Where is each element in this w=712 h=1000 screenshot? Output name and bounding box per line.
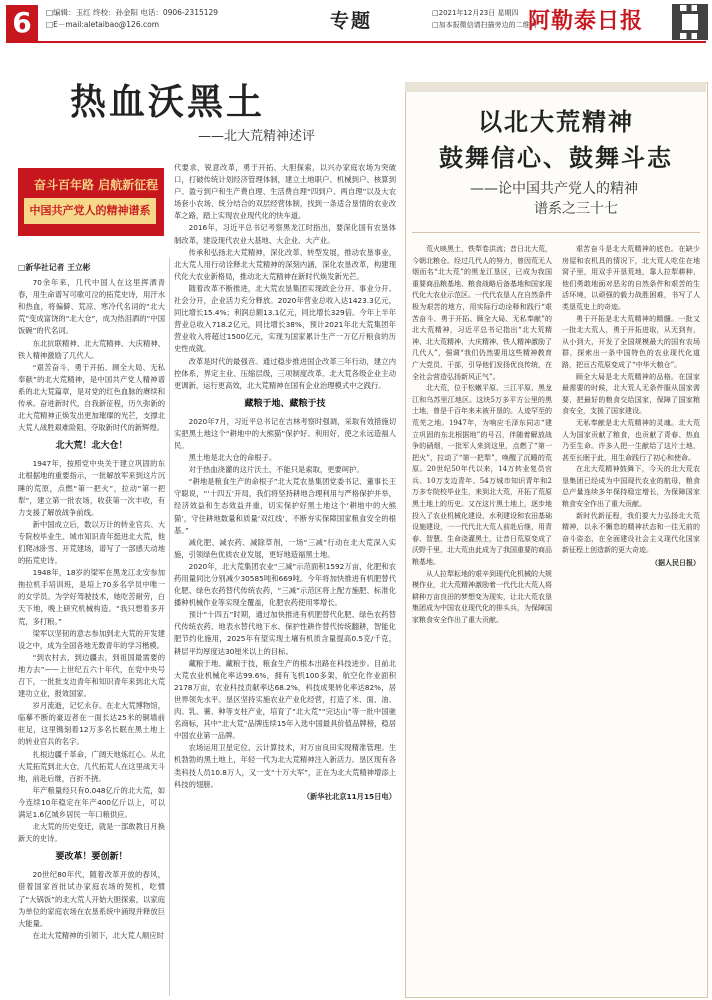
paragraph: 勇于开拓是北大荒精神的精髓。一批又一批北大荒人，勇于开拓进取，从无到有，从小到大，开发了全国规模最大的国有农场群，探索出一条中国特色的农业现代化道路，把亘古荒原变成了“中华大粮仓”。 xyxy=(562,314,700,369)
page-header xyxy=(0,0,712,46)
paragraph: 无私奉献是北大荒精神的灵魂。北大荒人为国家贡献了粮食，也贡献了青春、热血乃至生命。许多人把一生献给了这片土地，甚至长眠于此，用生命践行了初心和使命。 xyxy=(562,418,700,462)
paragraph: 20世纪80年代，随着改革开放的春风，借着国家首批试办家庭农场的契机，吃惯了“大锅饭”的北大荒人开始大胆探索，以家庭为单位的家庭农场在农垦系统中涌现并释放巨大能量。 xyxy=(18,870,165,928)
paragraph: 从人拉犁耘地的艰辛到现代化机械的大规模作业，北大荒精神激励着一代代北大荒人将耕种万亩良田的梦想变为现实，让北大荒农垦集团成为中国农业现代化的排头兵，为保障国家粮食安全作出了重大贡献。 xyxy=(412,569,552,624)
paragraph: 1947年，按照党中央关于建立巩固的东北根据地的重要指示，一批解放军来到这片沉睡的荒原，点燃“第一把火”，拉动“第一把犁”，建立第一批农场，收获第一次丰收，有力支援了解放战争前线。 xyxy=(18,459,165,517)
paragraph: 年产粮量经只有0.048亿斤的北大荒，如今连续10年稳定在年产400亿斤以上，可以满足1.6亿城乡居民一年口粮供应。 xyxy=(18,785,165,820)
paragraph: “耕地是粮食生产的命根子”北大荒农垦集团党委书记、董事长王守聪说，“‘十四五’开局，我们将坚持耕地合理利用与严格保护并举，经济效益和生态效益并重，切实保护好黑土地这个‘耕地中的大熊猫’，守住耕地数量和质量‘双红线’，不断夯实保障国家粮食安全的根基。” xyxy=(174,477,396,535)
paragraph: 70余年来，几代中国人在这里挥洒青春，用生命谱写可歌可泣的拓荒史诗，用汗水和热血，将偏僻、荒凉、寒冷代名词的“北大荒”变成富饶的“北大仓”，成为热泪洒的“中国饭碗”的代名词。 xyxy=(18,278,165,336)
paragraph: 东北抗联精神、北大荒精神、大庆精神、铁人精神激励了几代人。 xyxy=(18,338,165,360)
paragraph: “艰苦奋斗、勇于开拓、顾全大局、无私奉献”的北大荒精神，是中国共产党人精神谱系的北大荒篇章，是对党的红色血脉的赓续和传承。奋进新时代，自我新征程，历久弥新的北大荒精神正焕发出更加璀璨的光芒，支撑北大荒人战胜艰难险阻、夺取新时代的新辉煌。 xyxy=(18,362,165,433)
byline: □新华社记者 王立彬 xyxy=(18,263,91,272)
banner-line-1: 奋斗百年路 启航新征程 xyxy=(34,178,159,192)
source-note: （据人民日报） xyxy=(651,558,700,568)
commentary-subtitle-line-1: ——论中国共产党人的精神 xyxy=(470,181,638,197)
paragraph: 梁军以坚韧的意志参加到北大荒的开发建设之中，成为全国各地无数青年的学习楷模。 xyxy=(18,628,165,650)
date-info xyxy=(432,7,537,31)
commentary-title-line-2: 鼓舞信心、鼓舞斗志 xyxy=(439,143,673,172)
section-heading: 藏粮于地、藏粮于技 xyxy=(244,398,326,409)
banner-line-2: 中国共产党人的精神谱系 xyxy=(24,198,156,224)
paragraph: 顾全大局是北大荒精神的品格。在国家最需要的时候，北大荒人无条件服从国家需要，把最好的粮食交给国家，保障了国家粮食安全，支援了国家建设。 xyxy=(562,372,700,416)
paragraph: 2016年，习近平总书记考察黑龙江时指出，要深化国有农垦体制改革，建设现代农业大基地、大企业、大产业。 xyxy=(174,223,396,245)
paragraph: 扎根边疆千革命，广阔天地炼红心。从北大荒拓荒到北大仓，几代拓荒人在这里战天斗地，前赴后继，百折不挠。 xyxy=(18,749,165,783)
commentary-rule xyxy=(412,232,700,233)
newspaper-logo: 阿勒泰日报 xyxy=(528,8,644,34)
series-banner xyxy=(18,168,164,236)
paragraph: 预计“十四五”时期，通过加快推进有机肥替代化肥、绿色农药替代传统农药、地表水替代地下水、保护性耕作替代传统翻耕，智能化肥节约化施用，2025年有望实现土壤有机质含量提高0.5克/千克，耕层平均厚度达30厘米以上的目标。 xyxy=(174,610,396,656)
editor-line: □编辑：玉红 终校：孙金阳 电话：0906-2315129 xyxy=(46,8,219,17)
qr-code-icon xyxy=(672,4,708,40)
subscribe-line: □加本报微信请扫描旁边的二维码 xyxy=(432,21,537,29)
paragraph: 对于热血浇灌的这片沃土，不能只是索取，更要呵护。 xyxy=(188,465,364,475)
email-line: □E－mail:aletaibao@126.com xyxy=(46,20,159,29)
article-subtitle: ——北大荒精神述评 xyxy=(198,129,316,144)
date-line: □2021年12月23日 星期四 xyxy=(432,9,519,17)
commentary-subtitle-line-2: 谱系之三十七 xyxy=(534,201,618,217)
page-number: 6 xyxy=(6,5,38,41)
paragraph: 岁月流逝，记忆永存。在北大荒博物馆，临摹不断的豪迈者在一面长达25米的铜墙前驻足，这里镌刻着12万多名长眠在黑土地上的转业官兵的名字。 xyxy=(18,701,165,747)
header-rule xyxy=(6,41,706,43)
editor-info xyxy=(46,7,218,31)
section-heading: 北大荒！北大仓！ xyxy=(55,441,128,452)
commentary-column-2 xyxy=(562,244,700,989)
commentary-band xyxy=(405,82,706,92)
section-title: 专题 xyxy=(330,10,373,32)
article-title: 热血沃黑土 xyxy=(70,81,266,123)
paragraph: 北大荒，位于松嫩平原、三江平原、黑龙江和乌苏里江地区。这块5万多平方公里的黑土地，曾是千百年来未被开垦的。人迹罕至的荒芜之地。1947年，为响应毛泽东同志“建立巩固的东北根据地”的号召，伴随着解放战争的硝烟，一批军人来到这里，点燃了“第一把火”，拉动了“第一把犁”，唤醒了沉睡的荒原。20世纪50年代以来，14万转业复员官兵、10万支边青年、54万城市知识青年和2万多专院校毕业生，来到北大荒，开拓了荒原黑土地上的历史。又在这片黑土地上，逐步地投入了农业机械化建设、水利建设和农田基础设施建设，一一代代北大荒人前赴后继，用青春、智慧、生命浇灌黑土，让昔日荒原变成了沃野千里，北大荒由此成为了我国重要的商品粮基地。 xyxy=(412,384,552,567)
paragraph: 北大荒的历史变迁，就是一部敢教日月换新天的史诗。 xyxy=(18,822,165,844)
paragraph: 随着改革不断推进，北大荒农垦集团实现政企分开、事业分开、社会分开，企业活力充分释放。2020年营业总收入达1423.3亿元，同比增长15.4%；利润总额13.1亿元，同比增长329倍。今年上半年营业总收入718.2亿元，同比增长38%，预计2021年北大荒集团年营业收入将超过1500亿元，实现为国家累计生产一万亿斤粮食的历史性成就。 xyxy=(174,283,396,354)
article-column-2 xyxy=(174,162,396,997)
paragraph: 传承和弘扬北大荒精神，深化改革、转型发展，推动农垦事业，北大荒人用行动诠释北大荒精神的深刻内涵，深化农垦改革，构建现代化大农业新格局，推动北大荒精神在新时代焕发新光芒。 xyxy=(174,247,396,281)
paragraph: 艰苦奋斗是北大荒精神的底色。在缺少房屋和农机具的情况下，北大荒人吃住在地窝子里，用双手开垦荒地，靠人拉犁耕种，他们勇敢地面对恶劣的自然条件和艰苦的生活环境，以顽强的毅力战胜困难，书写了人类垦荒史上的奇迹。 xyxy=(562,245,700,311)
article-column-1 xyxy=(18,262,165,997)
paragraph: 2020年7月，习近平总书记在吉林考察时强调，采取有效措施切实把黑土地这个“耕地中的大熊猫”保护好、利用好，使之永远造福人民。 xyxy=(174,416,396,450)
section-heading: 要改革！要创新！ xyxy=(55,852,128,863)
commentary-title-line-1: 以北大荒精神 xyxy=(478,107,634,136)
column-divider xyxy=(169,258,170,996)
paragraph: 改革是时代的最强音。通过稳步推进国企改革三年行动，建立内控体系，界定主业、压缩层级，三项制度改革。北大荒各级企业主动更调新，运行更高效，北大荒精神在国有企业治理模式中之践行。 xyxy=(174,356,396,390)
paragraph: 农场运用卫星定位、云计算技术，对万亩良田实现精准管理。生机勃勃的黑土地上，年轻一代为北大荒精神注入新活力。垦区现有各类科技人员10.8万人，又一支“十万大军”，正在为北大荒精神增添上科技的翅膀。 xyxy=(174,743,396,789)
paragraph: 减化肥、减农药、减除草剂，一场“三减”行动在北大荒深入实施，引领绿色优质农业发展，更好地造福黑土地。 xyxy=(174,537,396,559)
paragraph: 新中国成立后，数以万计的转业官兵、大专院校毕业生、城市知识青年挺进北大荒，他们爬冰卧雪、开荒建场，谱写了一部感天动地的拓荒史诗。 xyxy=(18,519,165,566)
paragraph: 新时代新征程，我们要大力弘扬北大荒精神，以永不懈怠的精神状态和一往无前的奋斗姿态，在全面建设社会主义现代化国家新征程上创造新的更大奇迹。 xyxy=(562,511,700,555)
paragraph: 代要求，锐意改革，勇于开拓、大胆探索，以兴办家庭农场为突破口，打破传统计划经济管理体制，建立土地职户、机械到户、核算到户、盈亏到户和生产费自理、生活费自理“四到户、两自理”以及大农场套小农场、统分结合的双层经营体制，找到一条适合垦情的农业改革之路，踏上实现农业现代化的快车道。 xyxy=(174,163,396,221)
paragraph: 在北大荒精神鼓舞下，今天的北大荒农垦集团已经成为中国现代农业的航母，粮食总产量连续多年保持稳定增长，为保障国家粮食安全作出了重大贡献。 xyxy=(562,465,700,509)
paragraph: 黑土地是北大仓的命根子。 xyxy=(188,453,277,463)
dateline: （新华社北京11月15日电） xyxy=(302,791,396,801)
paragraph: 在北大荒精神的引领下，北大荒人顺应时 xyxy=(32,930,164,940)
paragraph: 2020年，北大荒集团农业“三减”示范面积1592万亩，化肥和农药用量同比分别减少30585吨和669吨。今年将加快推进有机肥替代化肥、绿色农药替代传统农药，“三减”示范区将上配方施肥、标准化播种机械作业等实现全覆盖，化肥农药使用零增长。 xyxy=(174,561,396,608)
paragraph: “到农村去，到边疆去，到祖国最需要的地方去”——上世纪五六十年代，在党中央号召下，一批批支边青年和知识青年来到北大荒建功立业，报效国家。 xyxy=(18,652,165,699)
paragraph: 荒火映黑土，铁犁卷洪流；昔日北大荒，今朝北粮仓。经过几代人的努力，曾因荒无人烟而名“北大荒”的黑龙江垦区，已成为我国重要商品粮基地、粮食战略后备基地和国家现代化大农业示范区。一代代农垦人在自然条件极为艰苦的地方，用实际行动诠释和践行“艰苦奋斗、勇于开拓、顾全大局、无私奉献”的北大荒精神，习近平总书记指出“北大荒精神、北大荒精神、大庆精神、铁人精神激励了几代人”，强调“我们仍然要用这些精神教育广大党员、干部，引导他们发扬优良传统，在全社会营造弘扬新风正气”。 xyxy=(412,245,552,381)
paragraph: 1948年，18岁的梁军在黑龙江北安参加拖拉机手培训班，是培上70多名学员中唯一的女学员。为学好驾驶技术，她吃苦耐劳，白天下地，晚上研究机械构造。“我只想着多开荒，多打粮。” xyxy=(18,568,165,626)
paragraph: 藏粮于地、藏粮于技，粮食生产的根本出路在科技进步。目前北大荒农业机械化率达99.6%，拥有飞机100多架，航空化作业面积2178万亩，农业科技贡献率达68.2%，科技成果转化率达82%，居世界领先水平。垦区坚持实施农业产业化经营，打造了米、面、油、肉、乳、薯、种等支柱产业，培育了“北大荒”“完达山”等一批中国驰名商标，其中“北大荒”品牌连续15年入选中国最具价值品牌榜，稳居中国农业第一品牌。 xyxy=(174,658,396,741)
commentary-column-1 xyxy=(412,244,552,989)
